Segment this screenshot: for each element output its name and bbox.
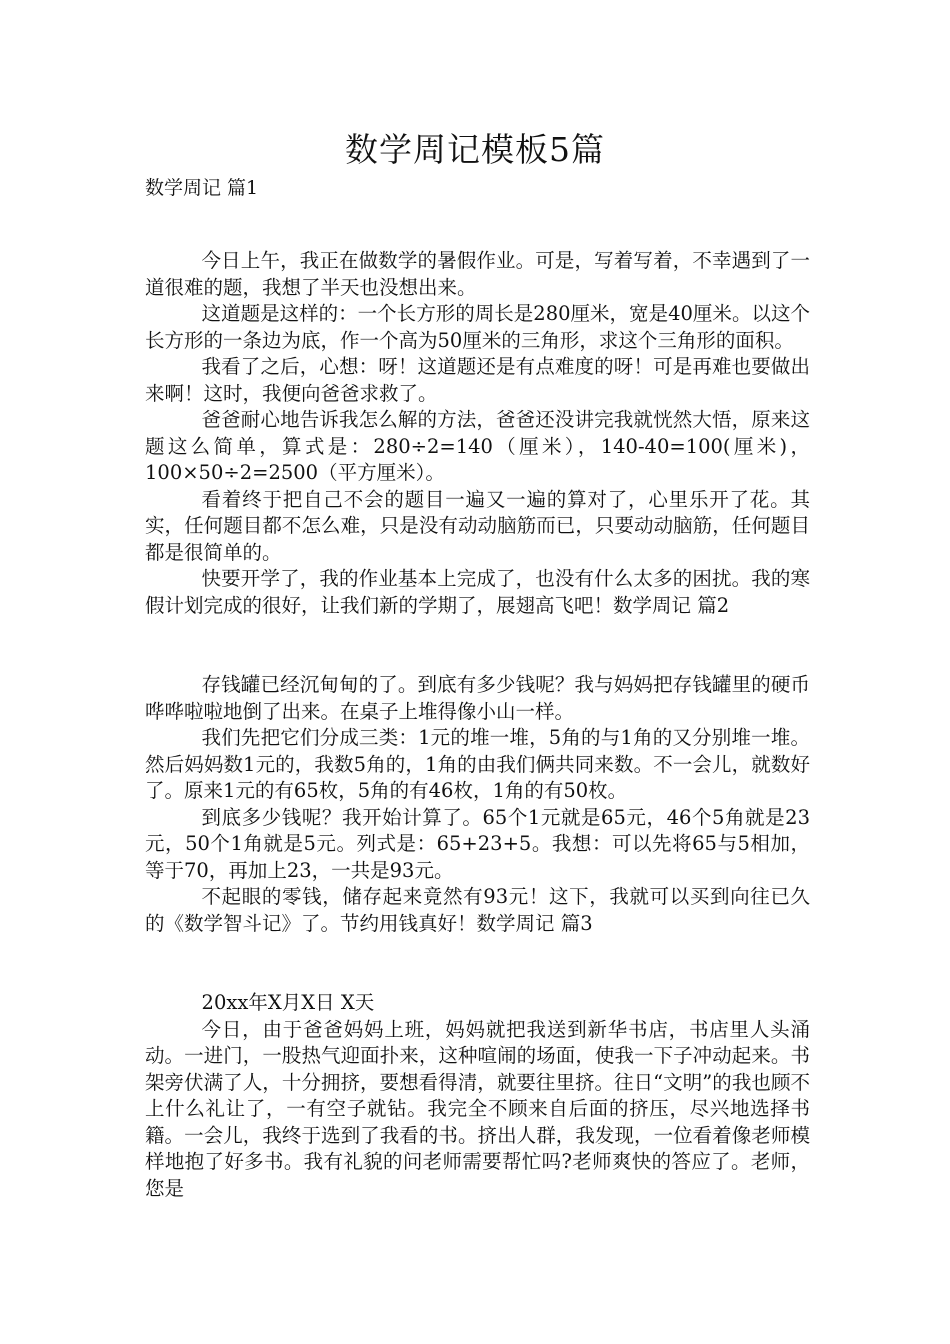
paragraph: 存钱罐已经沉甸甸的了。到底有多少钱呢？我与妈妈把存钱罐里的硬币哗哗啦啦地倒了出来。在桌子上堆得像小山一样。 [145, 673, 810, 723]
paragraph: 我们先把它们分成三类：1元的堆一堆，5角的与1角的又分别堆一堆。然后妈妈数1元的，我数5角的，1角的由我们俩共同来数。不一会儿，就数好了。原来1元的有65枚，5角的有46枚，1角的有50枚。 [145, 726, 810, 802]
document-title: 数学周记模板5篇 [345, 130, 605, 169]
section-heading: 数学周记 篇1 [145, 177, 259, 199]
paragraph: 快要开学了，我的作业基本上完成了，也没有什么太多的困扰。我的寒假计划完成的很好，让我们新的学期了，展翅高飞吧！数学周记 篇2 [145, 567, 810, 617]
paragraph: 今日，由于爸爸妈妈上班，妈妈就把我送到新华书店，书店里人头涌动。一进门，一股热气迎面扑来，这种喧闹的场面，使我一下子冲动起来。书架旁伏满了人，十分拥挤，要想看得清，就要往里挤。往日“文明”的我也顾不上什么礼让了，一有空子就钻。我完全不顾来自后面的挤压，尽兴地选择书籍。一会儿，我终于选到了我看的书。挤出人群，我发现，一位看着像老师模样地抱了好多书。我有礼貌的问老师需要帮忙吗?老师爽快的答应了。老师，您是 [145, 1017, 810, 1200]
paragraph: 爸爸耐心地告诉我怎么解的方法，爸爸还没讲完我就恍然大悟，原来这题这么简单，算式是：280÷2=140（厘米），140-40=100(厘米)，100×50÷2=2500（平方厘米）。 [145, 408, 810, 484]
paragraph: 到底多少钱呢？我开始计算了。65个1元就是65元，46个5角就是23元，50个1角就是5元。列式是：65+23+5。我想：可以先将65与5相加，等于70，再加上23，一共是93元。 [145, 805, 810, 882]
paragraph: 这道题是这样的：一个长方形的周长是280厘米，宽是40厘米。以这个长方形的一条边为底，作一个高为50厘米的三角形，求这个三角形的面积。 [145, 302, 810, 352]
paragraph: 不起眼的零钱，储存起来竟然有93元！这下，我就可以买到向往已久的《数学智斗记》了。节约用钱真好！数学周记 篇3 [145, 885, 810, 935]
date-line: 20xx年X月X日 X天 [201, 991, 375, 1014]
paragraph: 我看了之后，心想：呀！这道题还是有点难度的呀！可是再难也要做出来啊！这时，我便向爸爸求救了。 [145, 355, 810, 405]
document-body [145, 248, 810, 1202]
paragraph: 看着终于把自己不会的题目一遍又一遍的算对了，心里乐开了花。其实，任何题目都不怎么难，只是没有动动脑筋而已，只要动动脑筋，任何题目都是很简单的。 [145, 487, 810, 564]
paragraph: 今日上午，我正在做数学的暑假作业。可是，写着写着，不幸遇到了一道很难的题，我想了半天也没想出来。 [145, 249, 810, 299]
